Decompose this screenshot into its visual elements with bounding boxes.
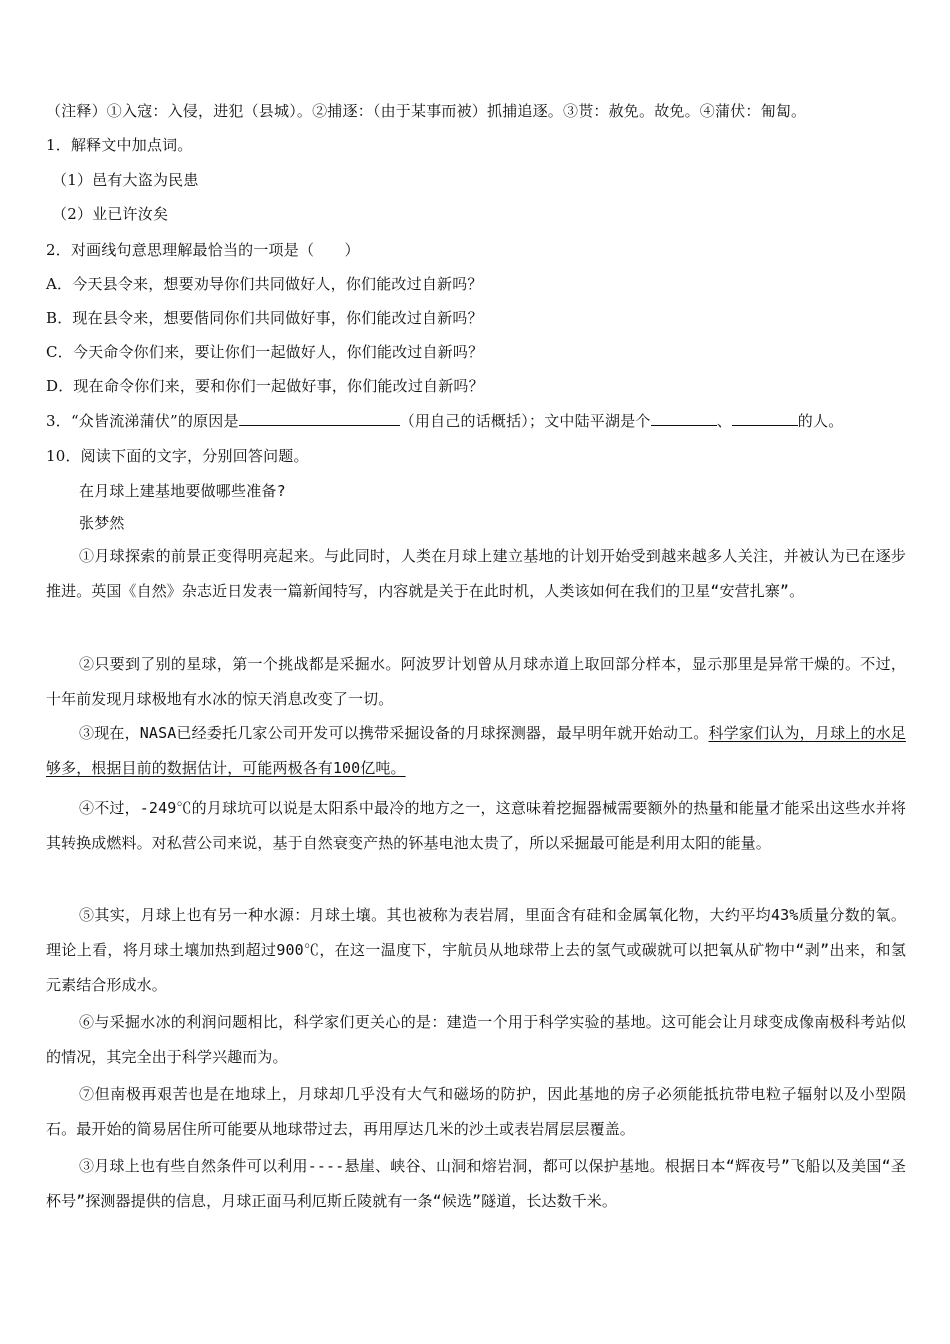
question-3-text-4: 的人。 bbox=[797, 412, 844, 430]
question-1-item-2: （2）业已许汝矣 bbox=[52, 205, 169, 223]
question-1-stem: 1．解释文中加点词。 bbox=[46, 136, 193, 154]
question-2-option-b: B．现在县令来，想要偕同你们共同做好事，你们能改过自新吗？ bbox=[46, 309, 483, 327]
question-3 bbox=[46, 411, 843, 431]
question-3-text-3: 、 bbox=[716, 412, 732, 430]
question-2-option-d: D．现在命令你们来，要和你们一起做好事，你们能改过自新吗？ bbox=[46, 377, 484, 395]
article-paragraph-4: ④不过，-249℃的月球坑可以说是太阳系中最冷的地方之一，这意味着挖掘器械需要额外的热量和能量才能采出这些水并将其转换成燃料。对私营公司来说，基于自然衰变产热的钚基电池太贵了，所以采掘最可能是利用太阳的能量。 bbox=[46, 799, 906, 852]
article-paragraph-3-text: ③现在，NASA已经委托几家公司开发可以携带采掘设备的月球探测器，最早明年就开始动工。 bbox=[79, 724, 709, 742]
answer-blank-3[interactable] bbox=[732, 411, 798, 426]
answer-blank-2[interactable] bbox=[651, 411, 717, 426]
annotation-notes: （注释）①入寇：入侵，进犯（县城）。②捕逐：（由于某事而被）抓捕追逐。③贳：赦免。故免。④蒲伏：匍匐。 bbox=[46, 102, 807, 120]
underlined-sentence: 科学家们认为，月球上的水足够多，根据目前的数据估计，可能两极各有100亿吨。 bbox=[46, 724, 906, 777]
question-1-item-1: （1）邑有大盗为民患 bbox=[52, 171, 199, 189]
answer-blank-1[interactable] bbox=[239, 411, 400, 426]
question-3-text-2: （用自己的话概括）；文中陆平湖是个 bbox=[399, 412, 651, 430]
question-3-text-1: 3．“众皆流涕蒲伏”的原因是 bbox=[46, 412, 239, 430]
article-paragraph-1: ①月球探索的前景正变得明亮起来。与此同时，人类在月球上建立基地的计划开始受到越来越多人关注，并被认为已在逐步推进。英国《自然》杂志近日发表一篇新闻特写，内容就是关于在此时机，人类该如何在我们的卫星“安营扎寨”。 bbox=[46, 547, 906, 600]
article-paragraph-5: ⑤其实，月球上也有另一种水源：月球土壤。其也被称为表岩屑，里面含有硅和金属氧化物，大约平均43%质量分数的氧。理论上看，将月球土壤加热到超过900℃，在这一温度下，宇航员从地球带上去的氢气或碳就可以把氧从矿物中“剥”出来，和氢元素结合形成水。 bbox=[46, 906, 906, 994]
question-2-option-a: A．今天县令来，想要劝导你们共同做好人，你们能改过自新吗？ bbox=[46, 275, 483, 293]
article-title: 在月球上建基地要做哪些准备? bbox=[79, 482, 286, 500]
article-paragraph-6: ⑥与采掘水冰的利润问题相比，科学家们更关心的是：建造一个用于科学实验的基地。这可能会让月球变成像南极科考站似的情况，其完全出于科学兴趣而为。 bbox=[46, 1013, 906, 1066]
article-paragraph-8: ③月球上也有些自然条件可以利用----悬崖、峡谷、山洞和熔岩洞，都可以保护基地。根据日本“辉夜号”飞船以及美国“圣杯号”探测器提供的信息，月球正面马利厄斯丘陵就有一条“候选”隧道，长达数千米。 bbox=[46, 1157, 906, 1210]
article-paragraph-2: ②只要到了别的星球，第一个挑战都是采掘水。阿波罗计划曾从月球赤道上取回部分样本，显示那里是异常干燥的。不过，十年前发现月球极地有水冰的惊天消息改变了一切。 bbox=[46, 655, 906, 708]
question-2-stem: 2．对画线句意思理解最恰当的一项是（ ） bbox=[46, 241, 360, 259]
question-2-option-c: C．今天命令你们来，要让你们一起做好人，你们能改过自新吗？ bbox=[46, 343, 484, 361]
question-10-stem: 10．阅读下面的文字，分别回答问题。 bbox=[46, 447, 309, 465]
article-author: 张梦然 bbox=[79, 514, 125, 532]
article-paragraph-3 bbox=[46, 716, 906, 786]
article-paragraph-7: ⑦但南极再艰苦也是在地球上，月球却几乎没有大气和磁场的防护，因此基地的房子必须能抵抗带电粒子辐射以及小型陨石。最开始的简易居住所可能要从地球带过去，再用厚达几米的沙土或表岩屑层层覆盖。 bbox=[46, 1085, 906, 1138]
